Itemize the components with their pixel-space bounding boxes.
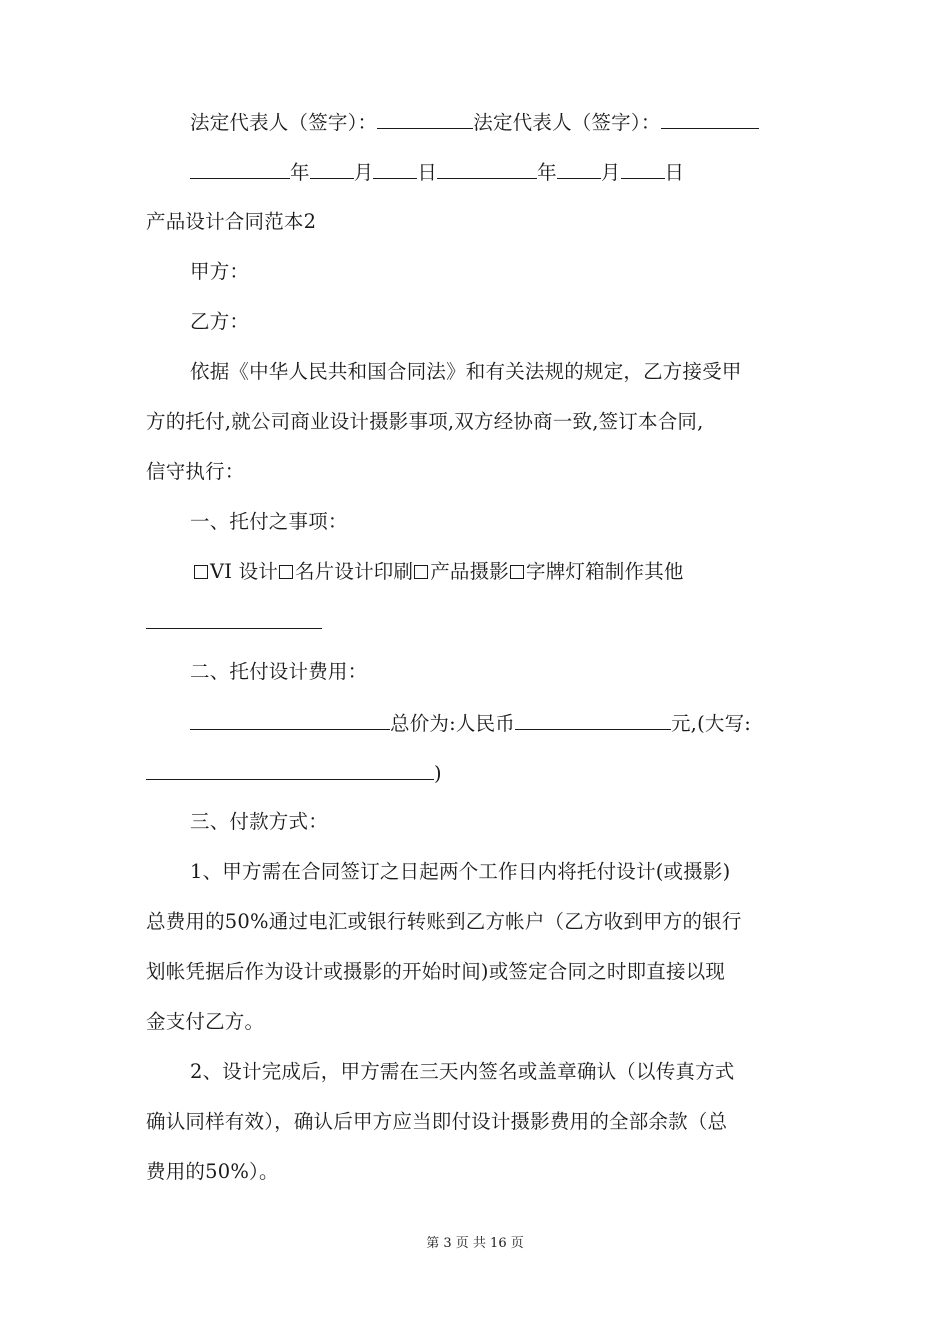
- party-b-label: 乙方：: [190, 310, 250, 333]
- section-title: 产品设计合同范本2: [146, 210, 317, 233]
- signature-label-b: 法定代表人（签字）：: [473, 111, 661, 134]
- option-sign-lightbox: 字牌灯箱制作其他: [526, 560, 684, 583]
- item2-heading: 二、托付设计费用：: [190, 660, 368, 683]
- payment-p1-line-1: 1、甲方需在合同签订之日起两个工作日内将托付设计(或摄影): [190, 860, 731, 883]
- checkbox-product-photo[interactable]: [414, 565, 428, 579]
- date-month-label-a: 月: [353, 161, 374, 184]
- date-day-blank-b[interactable]: [621, 159, 665, 179]
- option-vi-design: VI 设计: [210, 560, 278, 583]
- option-product-photo: 产品摄影: [430, 560, 509, 583]
- payment-p2-line-3: 费用的50%）。: [146, 1160, 279, 1183]
- item1-options: [193, 560, 684, 584]
- fee-item-blank[interactable]: [190, 710, 390, 730]
- checkbox-vi-design[interactable]: [194, 565, 208, 579]
- date-month-blank-a[interactable]: [310, 159, 354, 179]
- date-month-label-b: 月: [600, 161, 621, 184]
- signature-label-a: 法定代表人（签字）：: [190, 111, 378, 134]
- item3-heading: 三、付款方式：: [190, 810, 328, 833]
- payment-p2-line-2: 确认同样有效），确认后甲方应当即付设计摄影费用的全部余款（总: [146, 1110, 728, 1133]
- page-footer: 第 3 页 共 16 页: [426, 1236, 524, 1251]
- total-label: 总价为:人民币: [390, 712, 515, 735]
- intro-line-2: 方的托付,就公司商业设计摄影事项,双方经协商一致,签订本合同,: [146, 410, 704, 433]
- checkbox-business-card[interactable]: [279, 565, 293, 579]
- date-line: [190, 159, 684, 185]
- item2-capital-line: [146, 760, 442, 786]
- signature-blank-b[interactable]: [661, 109, 759, 129]
- date-year-blank-a[interactable]: [190, 159, 290, 179]
- intro-line-3: 信守执行：: [146, 460, 245, 483]
- payment-p1-line-3: 划帐凭据后作为设计或摄影的开始时间)或签定合同之时即直接以现: [146, 960, 726, 983]
- intro-line-1: 依据《中华人民共和国合同法》和有关法规的规定，乙方接受甲: [190, 360, 742, 383]
- payment-p1-line-4: 金支付乙方。: [146, 1010, 265, 1033]
- close-paren: ): [434, 762, 442, 785]
- checkbox-sign-lightbox[interactable]: [510, 565, 524, 579]
- option-business-card: 名片设计印刷: [294, 560, 414, 583]
- amount-blank[interactable]: [515, 710, 671, 730]
- party-a-label: 甲方：: [190, 260, 250, 283]
- capital-amount-blank[interactable]: [146, 760, 434, 780]
- yuan-label: 元,(大写:: [670, 712, 752, 735]
- date-month-blank-b[interactable]: [557, 159, 601, 179]
- payment-p1-line-2: 总费用的50%通过电汇或银行转账到乙方帐户（乙方收到甲方的银行: [146, 910, 742, 933]
- other-blank[interactable]: [146, 628, 322, 629]
- date-day-label-a: 日: [417, 161, 438, 184]
- date-day-blank-a[interactable]: [373, 159, 417, 179]
- item1-heading: 一、托付之事项：: [190, 510, 348, 533]
- payment-p2-line-1: 2、设计完成后，甲方需在三天内签名或盖章确认（以传真方式: [190, 1060, 735, 1083]
- signature-blank-a[interactable]: [377, 109, 473, 129]
- date-day-label-b: 日: [664, 161, 685, 184]
- signature-line: [190, 109, 759, 135]
- date-year-label-a: 年: [290, 161, 310, 184]
- date-year-blank-b[interactable]: [437, 159, 537, 179]
- item2-amount-line: [190, 710, 751, 736]
- date-year-label-b: 年: [537, 161, 557, 184]
